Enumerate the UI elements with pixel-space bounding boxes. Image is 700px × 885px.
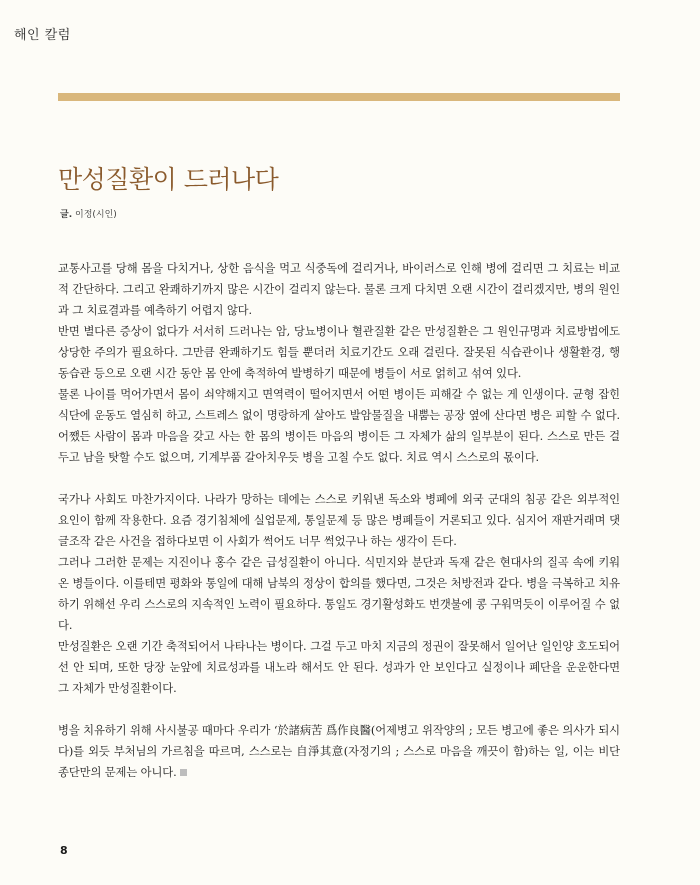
paragraph: 그러나 그러한 문제는 지진이나 홍수 같은 급성질환이 아니다. 식민지와 분단과 독재 같은 현대사의 질곡 속에 키워온 병들이다. 이를테면 평화와 통일에 대해 남북의 정상이 합의를 했다면, 그것은 처방전과 같다. 병을 극복하고 치유하기 위해선 우리 스스로의 지속적인 노력이 필요하다. 통일도 경기활성화도 번갯불에 콩 구워먹듯이 이루어질 수 없다.: [58, 556, 620, 632]
byline-label: 글.: [60, 210, 73, 220]
paragraph: 국가나 사회도 마찬가지이다. 나라가 망하는 데에는 스스로 키워낸 독소와 병폐에 외국 군대의 침공 같은 외부적인 요인이 함께 작용한다. 요즘 경기침체에 실업문제, 통일문제 등 많은 병폐들이 거론되고 있다. 심지어 재판거래며 댓글조작 같은 사건을 접하다보면 이 사회가 썩어도 너무 썩었구나 하는 생각이 든다.: [58, 493, 620, 548]
paragraph-text: 병을 치유하기 위해 사시불공 때마다 우리가 ‘於諸病苦 爲作良醫(어제병고 위작양의 ; 모든 병고에 좋은 의사가 되시다)를 외듯 부처님의 가르침을 따르며, 스스로는 自淨其意(자정기의 ; 스스로 마음을 깨끗이 함)하는 일, 이는 비단 종단만의 문제는 아니다.: [58, 724, 620, 779]
article-body: [58, 258, 620, 783]
section-label: 해인 칼럼: [14, 28, 71, 43]
article-title: 만성질환이 드러나다: [58, 165, 279, 194]
paragraph-gap: [58, 468, 620, 489]
paragraph: 반면 별다른 증상이 없다가 서서히 드러나는 암, 당뇨병이나 혈관질환 같은 만성질환은 그 원인규명과 치료방법에도 상당한 주의가 필요하다. 그만큼 완쾌하기도 힘들 뿐더러 치료기간도 오래 걸린다. 잘못된 식습관이나 생활환경, 행동습관 등으로 오랜 시간 동안 몸 안에 축적하여 발병하기 때문에 병들이 서로 얽히고 섞여 있다.: [58, 325, 620, 380]
paragraph: 물론 나이를 먹어가면서 몸이 쇠약해지고 면역력이 떨어지면서 어떤 병이든 피해갈 수 없는 게 인생이다. 균형 잡힌 식단에 운동도 열심히 하고, 스트레스 없이 명랑하게 살아도 발암물질을 내뿜는 공장 옆에 산다면 병은 피할 수 없다. 어쨌든 사람이 몸과 마음을 갖고 사는 한 몸의 병이든 마음의 병이든 그 자체가 삶의 일부분이 된다. 스스로 만든 걸 두고 남을 탓할 수도 없으며, 기계부품 갈아치우듯 병을 고칠 수도 없다. 치료 역시 스스로의 몫이다.: [58, 388, 620, 464]
page-number: 8: [60, 844, 68, 857]
paragraph-gap: [58, 699, 620, 720]
byline-author: 이정(시인): [75, 210, 117, 220]
end-mark-icon: [180, 769, 187, 776]
paragraph-last: [58, 720, 620, 783]
paragraph: 만성질환은 오랜 기간 축적되어서 나타나는 병이다. 그걸 두고 마치 지금의 정권이 잘못해서 일어난 일인양 호도되어선 안 되며, 또한 당장 눈앞에 치료성과를 내노라 해서도 안 된다. 성과가 안 보인다고 실정이나 폐단을 운운한다면 그 자체가 만성질환이다.: [58, 640, 620, 695]
byline: [60, 207, 117, 220]
accent-bar: [58, 93, 620, 101]
paragraph: 교통사고를 당해 몸을 다치거나, 상한 음식을 먹고 식중독에 걸리거나, 바이러스로 인해 병에 걸리면 그 치료는 비교적 간단하다. 그리고 완쾌하기까지 많은 시간이 걸리지 않는다. 물론 크게 다치면 오랜 시간이 걸리겠지만, 병의 원인과 그 치료결과를 예측하기 어렵지 않다.: [58, 262, 620, 317]
